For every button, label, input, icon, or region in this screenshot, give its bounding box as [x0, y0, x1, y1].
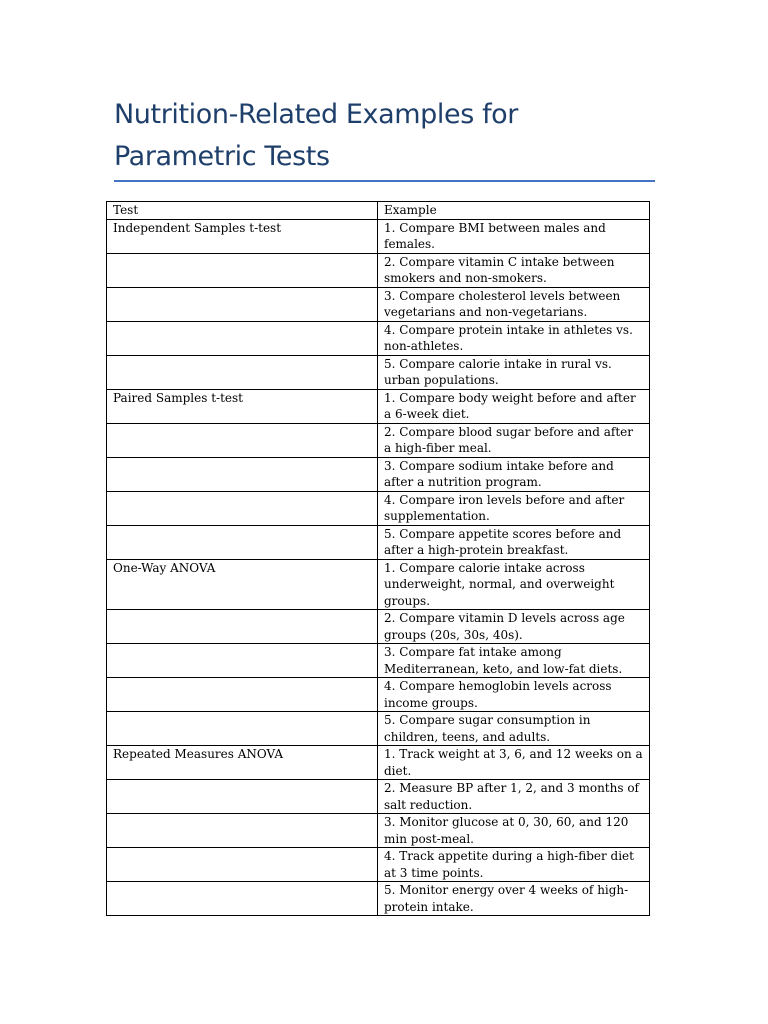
- header-test: Test: [107, 202, 378, 220]
- table-row: [107, 491, 650, 525]
- page-title: Nutrition-Related Examples for Parametric Tests: [114, 99, 518, 172]
- table-row: [107, 559, 650, 610]
- parametric-tests-table: [106, 201, 650, 916]
- test-name-cell: [107, 355, 378, 389]
- table-row: [107, 882, 650, 916]
- test-name-cell: [107, 780, 378, 814]
- table-row: [107, 712, 650, 746]
- example-cell: 2. Compare vitamin C intake between smokers and non-smokers.: [378, 253, 650, 287]
- table-row: [107, 321, 650, 355]
- table-row: [107, 814, 650, 848]
- table-row: [107, 525, 650, 559]
- test-name-cell: [107, 491, 378, 525]
- table-header-row: [107, 202, 650, 220]
- example-cell: 3. Monitor glucose at 0, 30, 60, and 120 min post-meal.: [378, 814, 650, 848]
- example-cell: 4. Compare iron levels before and after supplementation.: [378, 491, 650, 525]
- example-cell: 2. Compare vitamin D levels across age groups (20s, 30s, 40s).: [378, 610, 650, 644]
- table-row: [107, 746, 650, 780]
- table-row: [107, 423, 650, 457]
- test-name-cell: [107, 712, 378, 746]
- example-cell: 1. Compare calorie intake across underweight, normal, and overweight groups.: [378, 559, 650, 610]
- test-name-cell: [107, 848, 378, 882]
- example-cell: 4. Compare hemoglobin levels across income groups.: [378, 678, 650, 712]
- table-row: [107, 780, 650, 814]
- test-name-cell: [107, 610, 378, 644]
- example-cell: 4. Track appetite during a high-fiber diet at 3 time points.: [378, 848, 650, 882]
- example-cell: 1. Compare BMI between males and females.: [378, 219, 650, 253]
- table-row: [107, 457, 650, 491]
- example-cell: 5. Monitor energy over 4 weeks of high-protein intake.: [378, 882, 650, 916]
- example-cell: 5. Compare calorie intake in rural vs. urban populations.: [378, 355, 650, 389]
- test-name-cell: Paired Samples t-test: [107, 389, 378, 423]
- test-name-cell: [107, 457, 378, 491]
- example-cell: 2. Compare blood sugar before and after a high-fiber meal.: [378, 423, 650, 457]
- table-row: [107, 610, 650, 644]
- test-name-cell: Repeated Measures ANOVA: [107, 746, 378, 780]
- example-cell: 3. Compare fat intake among Mediterranean, keto, and low-fat diets.: [378, 644, 650, 678]
- test-name-cell: [107, 678, 378, 712]
- example-cell: 1. Compare body weight before and after a 6-week diet.: [378, 389, 650, 423]
- test-name-cell: [107, 287, 378, 321]
- table-row: [107, 253, 650, 287]
- example-cell: 5. Compare appetite scores before and after a high-protein breakfast.: [378, 525, 650, 559]
- test-name-cell: One-Way ANOVA: [107, 559, 378, 610]
- test-name-cell: [107, 525, 378, 559]
- table-row: [107, 389, 650, 423]
- example-cell: 2. Measure BP after 1, 2, and 3 months of salt reduction.: [378, 780, 650, 814]
- example-cell: 3. Compare cholesterol levels between vegetarians and non-vegetarians.: [378, 287, 650, 321]
- test-name-cell: [107, 882, 378, 916]
- table-row: [107, 287, 650, 321]
- test-name-cell: [107, 423, 378, 457]
- table-body: [107, 219, 650, 916]
- example-cell: 3. Compare sodium intake before and after a nutrition program.: [378, 457, 650, 491]
- table-row: [107, 355, 650, 389]
- example-cell: 5. Compare sugar consumption in children, teens, and adults.: [378, 712, 650, 746]
- test-name-cell: [107, 814, 378, 848]
- example-cell: 4. Compare protein intake in athletes vs. non-athletes.: [378, 321, 650, 355]
- table-row: [107, 678, 650, 712]
- example-cell: 1. Track weight at 3, 6, and 12 weeks on a diet.: [378, 746, 650, 780]
- table-row: [107, 644, 650, 678]
- header-example: Example: [378, 202, 650, 220]
- test-name-cell: [107, 321, 378, 355]
- table-row: [107, 219, 650, 253]
- test-name-cell: Independent Samples t-test: [107, 219, 378, 253]
- table-row: [107, 848, 650, 882]
- test-name-cell: [107, 253, 378, 287]
- title-divider: [114, 180, 655, 182]
- test-name-cell: [107, 644, 378, 678]
